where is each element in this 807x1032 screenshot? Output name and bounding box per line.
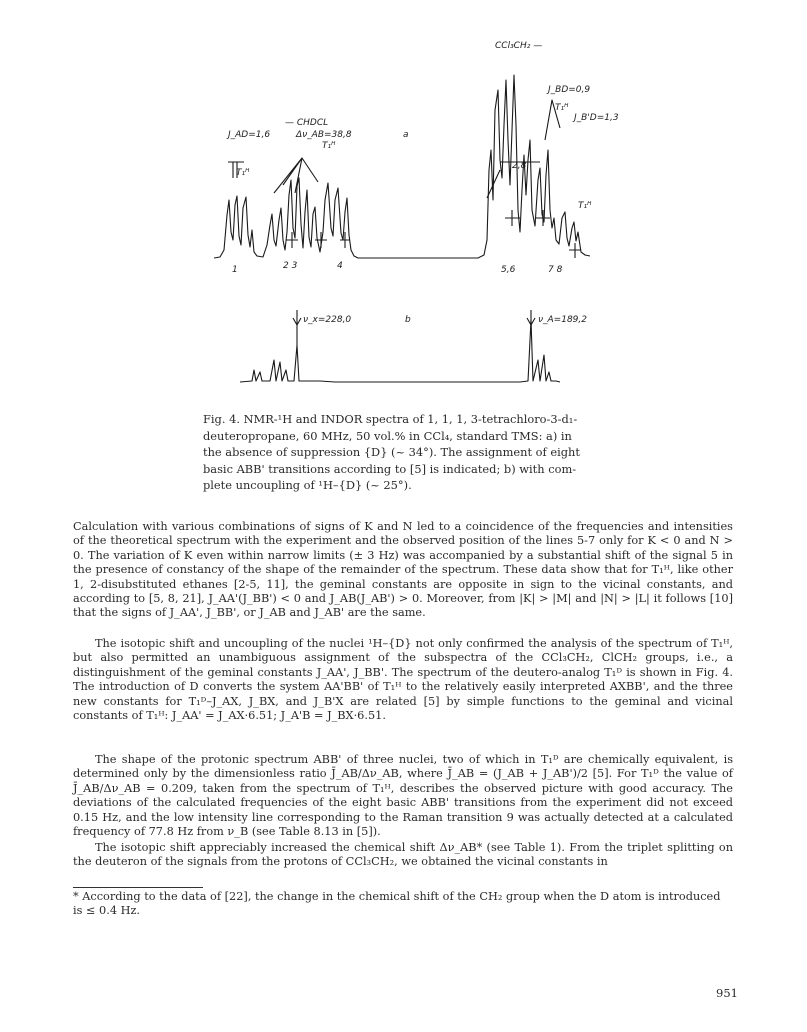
spectrum-b-trace [240, 320, 560, 382]
line-numbers-23: 2 3 [283, 261, 298, 271]
jbpd-label: J_B'D=1,3 [574, 113, 619, 123]
line-numbers-78: 7 8 [548, 265, 563, 275]
jad-label: J_AD=1,6 [228, 130, 271, 140]
t1h-right1-label: T₁ᴴ [555, 103, 569, 113]
dnu-ab-label: Δν_AB=38,8 [296, 130, 352, 140]
body-paragraph-1: Calculation with various combinations of signs of K and N led to a coincidence of the frequencies and intensities of the theoretical spectrum with the experiment and the observed position of the lines 5-7 only for K < 0 and N > 0. The variation of K even within narrow limits (± 3 Hz) was accompanied by a substantial shift of the signal 5 in the presence of constancy of the shape of the remainder of the spectrum. These data show that for T₁ᴴ, like other 1, 2-disubstituted ethanes [2-5, 11], the geminal constants are opposite in sign to the vicinal constants, and according to [5, 8, 21], J_AA'(J_BB') < 0 and J_AB(J_AB') > 0. Moreover, from |K| > |M| and |N| > |L| it follows [10] that the signs of J_AA', J_BB', or J_AB and J_AB' are the same. [73, 520, 733, 620]
page-number: 951 [716, 986, 738, 1000]
line-number-1: 1 [232, 265, 238, 275]
figure-caption [203, 411, 611, 494]
panel-b-label: b [405, 315, 411, 325]
footnote-rule [73, 887, 203, 888]
body-paragraph-3: The shape of the protonic spectrum ABB' of three nuclei, two of which in T₁ᴰ are chemically equivalent, is determined only by the dimensionless ratio J̄_AB/Δν_AB, where J̄_AB = (J_AB + J_AB')/2 [5]. For T₁ᴰ the value of J̄_AB/Δν_AB = 0.209, taken from the spectrum of T₁ᴴ, describes the observed picture with good accuracy. The deviations of the calculated frequencies of the eight basic ABB' transitions from the experiment did not exceed 0.15 Hz, and the low intensity line corresponding to the Raman transition 9 was actually detected at a calculated frequency of 77.8 Hz from ν_B (see Table 8.13 in [5]). [73, 753, 733, 839]
t1h-right2-label: T₁ᴴ [578, 201, 592, 211]
t1h-left-label: T₁ᴴ [236, 168, 250, 178]
caption-line: plete uncoupling of ¹H–{D} (~ 25°). [203, 478, 412, 492]
t1h-mid-label: T₁ᴴ [322, 141, 336, 151]
nu-a-label: ν_A=189,2 [538, 315, 587, 325]
chdcl-label: — CHDCL [285, 118, 329, 128]
body-paragraph-4: The isotopic shift appreciably increased the chemical shift Δν_AB* (see Table 1). From the triplet splitting on the deuteron of the signals from the protons of CCl₃CH₂, we obtained the vicinal constants in [73, 841, 733, 869]
spectrum-a-trace [214, 75, 590, 258]
spacing-label: 2,8 [512, 161, 527, 171]
caption-line: Fig. 4. NMR-¹H and INDOR spectra of 1, 1, 1, 3-tetrachloro-3-d₁- [203, 412, 578, 426]
caption-line: basic ABB' transitions according to [5] is indicated; b) with com- [203, 461, 577, 476]
line-number-4: 4 [337, 261, 343, 271]
ccl3ch2-label: CCl₃CH₂ — [495, 41, 543, 51]
body-paragraph-2: The isotopic shift and uncoupling of the nuclei ¹H–{D} not only confirmed the analysis of the spectrum of T₁ᴴ, but also permitted an unambiguous assignment of the subspectra of the CCl₃CH₂, ClCH₂ groups, i.e., a distinguishment of the geminal constants J_AA', J_BB'. The spectrum of the deutero-analog T₁ᴰ is shown in Fig. 4. The introduction of D converts the system AA'BB' of T₁ᴴ to the relatively easily interpreted AXBB', and the three new constants for T₁ᴰ–J_AX, J_BX, and J_B'X are related [5] by simple functions to the geminal and vicinal constants of T₁ᴴ: J_AA' = J_AX·6.51; J_A'B = J_BX·6.51. [73, 637, 733, 723]
spectrum-figure [0, 0, 807, 410]
panel-a-label: a [403, 130, 409, 140]
footnote: * According to the data of [22], the change in the chemical shift of the CH₂ group when the D atom is introduced is ≤ 0.4 Hz. [73, 890, 721, 918]
line-numbers-56: 5,6 [501, 265, 516, 275]
caption-line: the absence of suppression {D} (~ 34°). The assignment of eight [203, 445, 580, 459]
caption-line: deuteropropane, 60 MHz, 50 vol.% in CCl₄, standard TMS: a) in [203, 428, 572, 443]
nu-x-label: ν_x=228,0 [303, 315, 352, 325]
jbd-label: J_BD=0,9 [548, 85, 591, 95]
